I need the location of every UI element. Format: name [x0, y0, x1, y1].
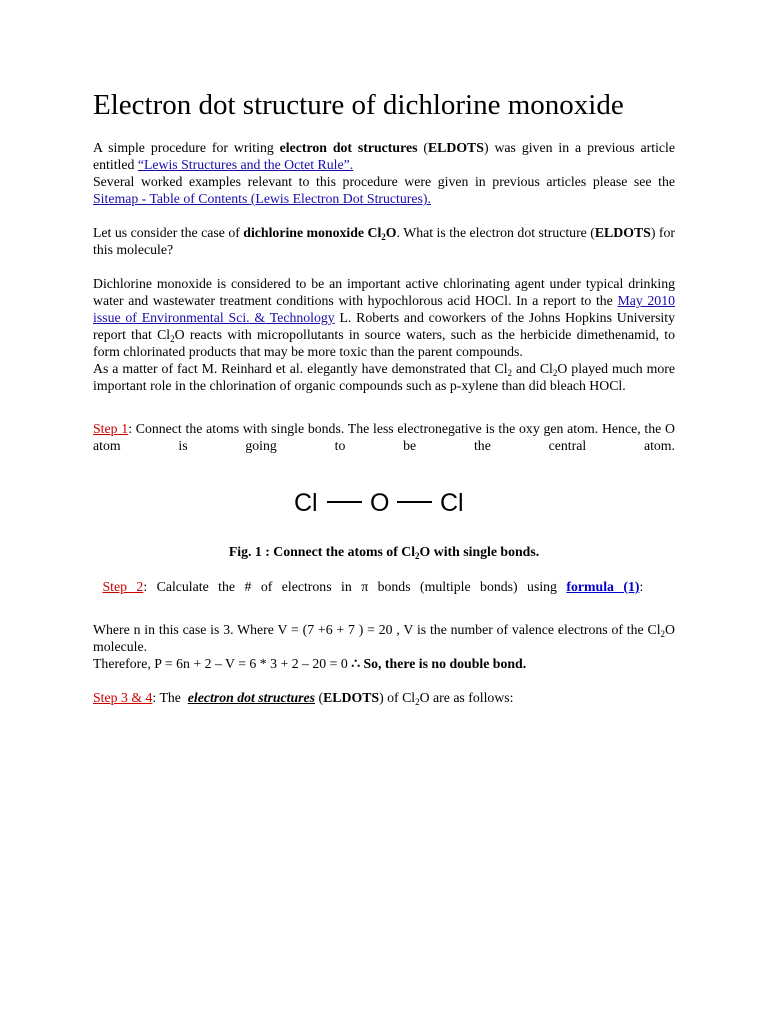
step1-paragraph: Step 1: Connect the atoms with single bonds. The less electronegative is the oxy gen atom. Hence, the O atom is going to be the central atom.: [93, 421, 675, 453]
est-report-link[interactable]: May 2010 issue of Environmental Sci. & Technology: [93, 293, 676, 325]
figure-caption: Fig. 1 : Connect the atoms of $Cl_2O$ with single bonds.: [228, 544, 540, 561]
therefore-paragraph: Therefore, P = 6n + 2 – V = 6 * 3 + 2 – 20 = 0 ∴ So, there is no double bond.: [93, 656, 527, 671]
document-page: [93, 88, 675, 706]
intro-paragraph: A simple procedure for writing electron dot structures (ELDOTS) was given in a previous article entitled “Lewis Structures and the Octet Rule”.: [93, 140, 675, 172]
step34-paragraph: Step 3 & 4: The electron dot structures (ELDOTS) of $Cl_2O$ are as follows:: [93, 690, 514, 707]
atom-cl-left: Cl: [294, 489, 318, 517]
question-paragraph: Let us consider the case of dichlorine monoxide $Cl_2O$. What is the electron dot structure (ELDOTS) for this molecule?: [93, 225, 675, 257]
step2-link[interactable]: Step 2: [102, 579, 144, 594]
examples-paragraph: Several worked examples relevant to this procedure were given in previous articles please see the Sitemap - Table of Contents (Lewis Electron Dot Structures).: [93, 174, 675, 206]
therefore-symbol: ∴: [351, 656, 361, 671]
formula-1-link[interactable]: formula (1): [566, 579, 640, 594]
figure-1: [93, 488, 675, 523]
background-paragraph: Dichlorine monoxide is considered to be an important active chlorinating agent under typical drinking water and wastewater treatment conditions with hypochlorous acid HOCl. In a report to the May 2010 issue of Environmental Sci. & Technology L. Roberts and coworkers of the Johns Hopkins University report that $Cl_2O$ reacts with micropollutants in source waters, such as the herbicide dimethenamid, to form chlorinated products that may be more toxic than the parent compounds.: [93, 276, 676, 359]
sitemap-link[interactable]: Sitemap - Table of Contents (Lewis Electron Dot Structures).: [93, 191, 431, 206]
page-title: Electron dot structure of dichlorine monoxide: [93, 89, 624, 121]
valence-paragraph: Where n in this case is 3. Where V = (7 +6 + 7 ) = 20 , V is the number of valence electrons of the $Cl_2O$ molecule.: [93, 622, 675, 654]
atom-o-center: O: [370, 489, 390, 517]
lewis-structures-link[interactable]: “Lewis Structures and the Octet Rule”.: [137, 157, 354, 172]
cl-o-cl-structure: [294, 488, 474, 518]
reinhard-paragraph: As a matter of fact M. Reinhard et al. elegantly have demonstrated that $Cl_2$ and $Cl_2O$ played much more important role in the chlorination of organic compounds such as p-xylene than did bleach HOCl.: [93, 361, 675, 393]
atom-cl-right: Cl: [440, 489, 464, 517]
step34-link[interactable]: Step 3 & 4: [93, 690, 153, 705]
step1-link[interactable]: Step 1: [93, 421, 129, 436]
step2-paragraph: Step 2: Calculate the # of electrons in π bonds (multiple bonds) using formula (1):: [102, 579, 644, 594]
